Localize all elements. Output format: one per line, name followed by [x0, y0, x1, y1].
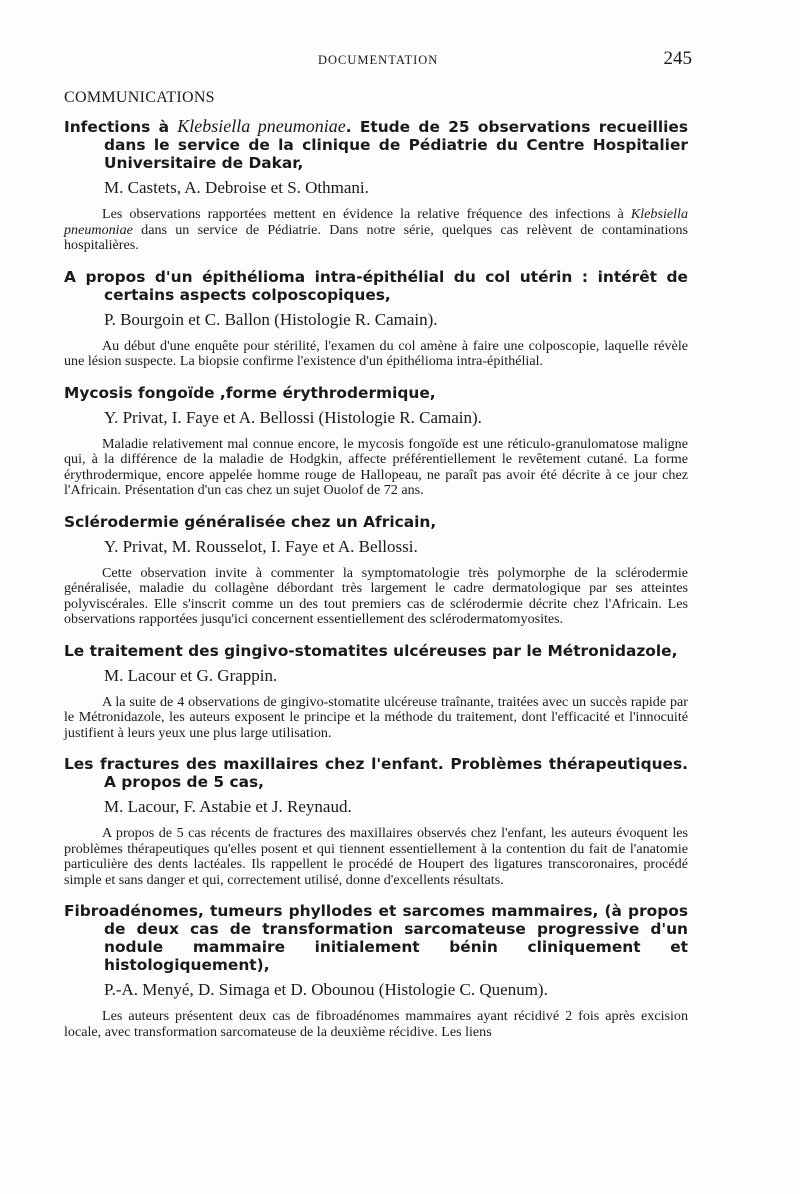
communication-authors: P.-A. Menyé, D. Simaga et D. Obounou (Histologie C. Quenum).: [104, 980, 548, 999]
communication-abstract: Au début d'une enquête pour stérilité, l'examen du col amène à faire une colposcopie, laquelle révèle une lésion suspecte. La biopsie confirme l'existence d'un épithélioma intra-épithélial.: [64, 337, 688, 369]
communication-item: [64, 513, 688, 628]
communication-item: [64, 755, 688, 888]
page-number: 245: [663, 48, 692, 69]
communication-abstract: A la suite de 4 observations de gingivo-stomatite ulcéreuse traînante, traitées avec un succès rapide par le Métronidazole, les auteurs exposent le principe et la méthode du traitement, dont l'efficacité et l'innocuité justifient à leurs yeux une plus large utilisation.: [64, 693, 688, 741]
communication-abstract: Les auteurs présentent deux cas de fibroadénomes mammaires ayant récidivé 2 fois après excision locale, avec transformation sarcomateuse de la deuxième récidive. Les liens: [64, 1008, 688, 1040]
communication-authors: Y. Privat, I. Faye et A. Bellossi (Histologie R. Camain).: [104, 407, 482, 427]
communication-abstract: Les observations rapportées mettent en évidence la relative fréquence des infections à Klebsiella pneumoniae dans un service de Pédiatrie. Dans notre série, quelques cas relèvent de contaminations hospitalières.: [64, 206, 688, 253]
communication-item: [64, 902, 688, 1040]
communication-authors: M. Lacour et G. Grappin.: [104, 665, 278, 685]
communication-title: Mycosis fongoïde ,forme érythrodermique,: [64, 383, 436, 402]
communication-authors: Y. Privat, M. Rousselot, I. Faye et A. Bellossi.: [104, 536, 418, 556]
communication-item: [64, 642, 688, 742]
running-title: DOCUMENTATION: [318, 53, 439, 67]
communication-authors: M. Castets, A. Debroise et S. Othmani.: [104, 178, 369, 197]
communication-title: A propos d'un épithélioma intra-épithélial du col utérin : intérêt de certains aspects colposcopiques,: [64, 267, 688, 304]
section-heading: COMMUNICATIONS: [64, 89, 215, 106]
communication-item: [64, 384, 688, 499]
communication-abstract: Cette observation invite à commenter la symptomatologie très polymorphe de la sclérodermie généralisée, maladie du collagène débordant très largement le cadre dermatologique par ses atteintes polyviscérales. Elle s'inscrit comme un des tout premiers cas de sclérodermie décrite chez l'Africain. Les observations rapportées jusqu'ici concernent essentiellement des sclérodermatomyosites.: [64, 564, 688, 627]
communication-abstract: A propos de 5 cas récents de fractures des maxillaires observés chez l'enfant, les auteurs évoquent les problèmes thérapeutiques qu'elles posent et qui tiennent essentiellement à la contention du fait de l'anatomie particulière des dents lactéales. Ils rappellent le procédé de Houpert des ligatures transcoronaires, procédé simple et sans danger et qui, correctement utilisé, donne d'excellents résultats.: [64, 825, 688, 888]
communication-title: Le traitement des gingivo-stomatites ulcéreuses par le Métronidazole,: [64, 641, 678, 660]
communication-item: [64, 117, 688, 254]
communications-list: [64, 117, 688, 1054]
communication-abstract: Maladie relativement mal connue encore, le mycosis fongoïde est une réticulo-granulomatose maligne qui, à la différence de la maladie de Hodgkin, affecte préférentiellement le revêtement cutané. La forme érythrodermique, encore appelée homme rouge de Hallopeau, ne paraît pas avoir été décrite à ce jour chez l'Africain. Présentation d'un cas chez un sujet Ouolof de 72 ans.: [64, 435, 688, 498]
communication-item: [64, 268, 688, 370]
communication-authors: M. Lacour, F. Astabie et J. Reynaud.: [104, 797, 352, 816]
communication-title: Fibroadénomes, tumeurs phyllodes et sarcomes mammaires, (à propos de deux cas de transformation sarcomateuse progressive d'un nodule mammaire initialement bénin cliniquement et histologiquement),: [64, 902, 688, 974]
communication-title: Infections à Klebsiella pneumoniae. Etude de 25 observations recueillies dans le service de la clinique de Pédiatrie du Centre Hospitalier Universitaire de Dakar,: [64, 116, 688, 172]
communication-title: Sclérodermie généralisée chez un Africain,: [64, 512, 437, 531]
communication-authors: P. Bourgoin et C. Ballon (Histologie R. Camain).: [104, 309, 438, 329]
communication-title: Les fractures des maxillaires chez l'enfant. Problèmes thérapeutiques. A propos de 5 cas,: [64, 755, 688, 791]
